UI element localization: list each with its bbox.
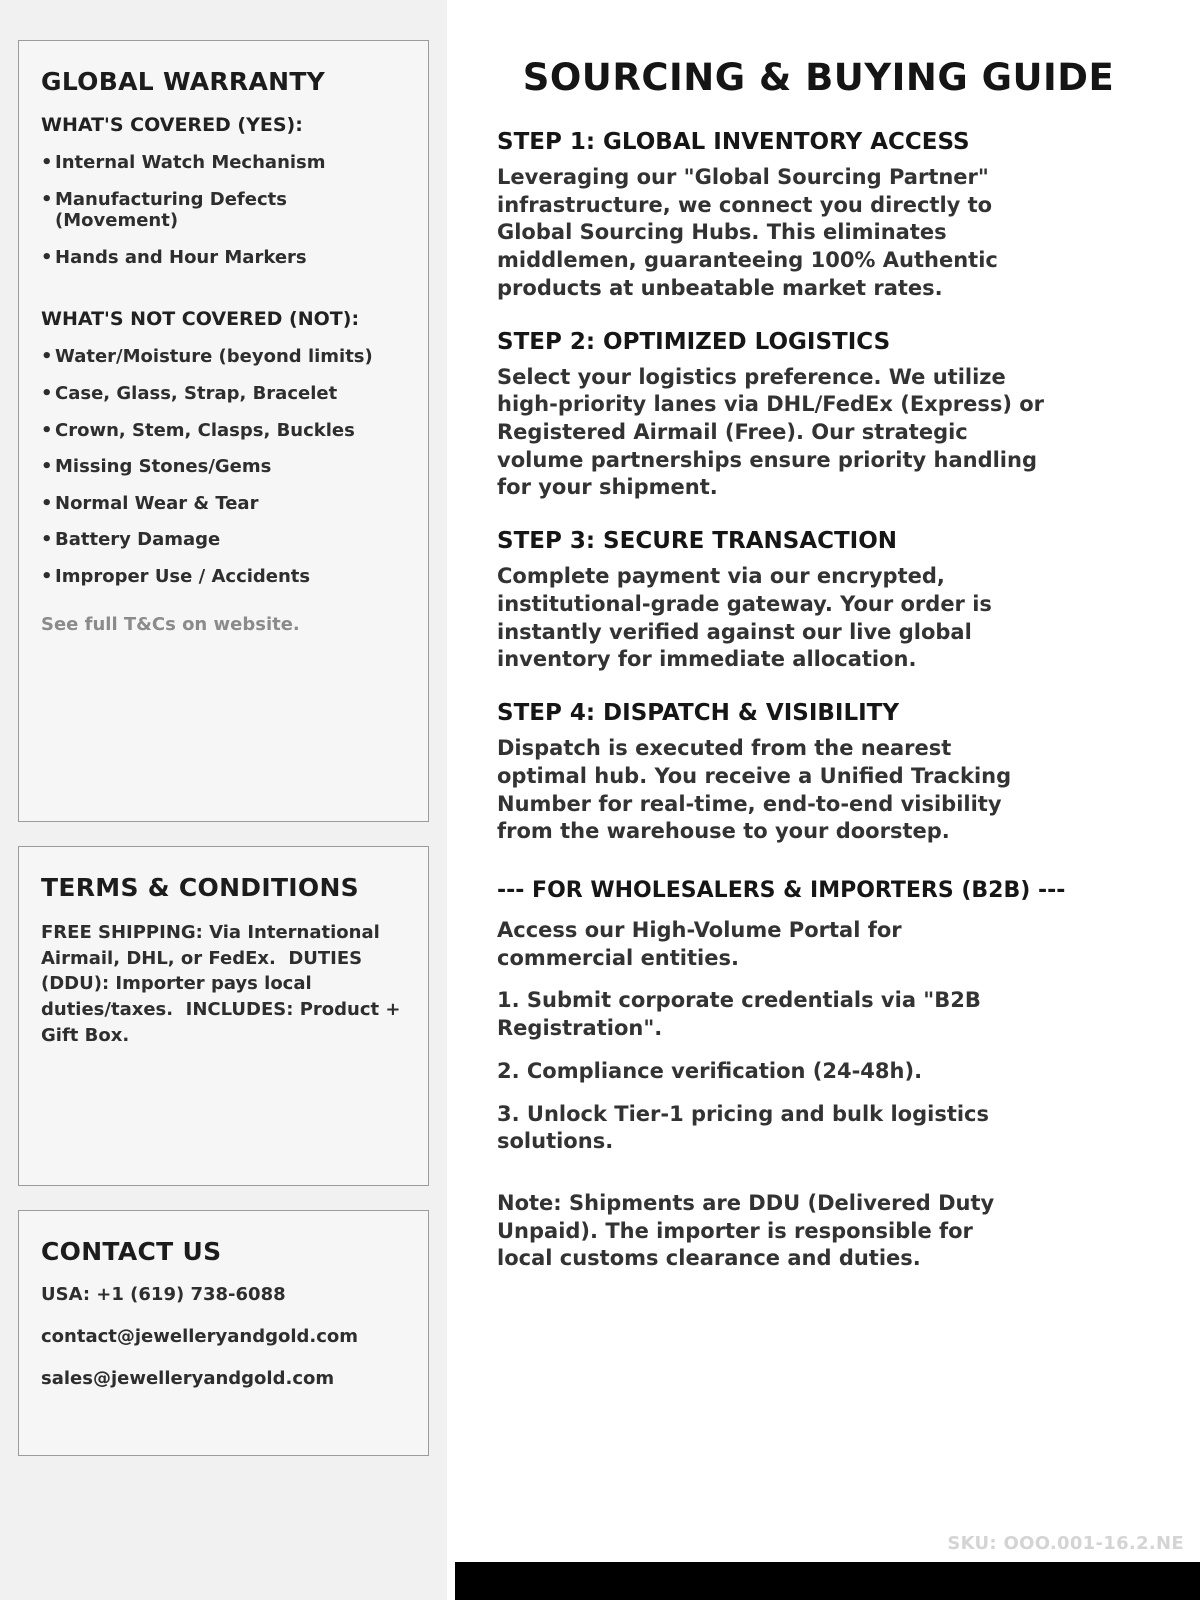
b2b-item: 1. Submit corporate credentials via "B2B Registration". — [497, 988, 981, 1041]
step-1 — [497, 129, 1045, 303]
covered-item: • Manufacturing Defects (Movement) — [41, 189, 406, 232]
guide-main — [447, 0, 1200, 1600]
contact-section — [18, 1210, 429, 1456]
step-1-heading: STEP 1: GLOBAL INVENTORY ACCESS — [497, 129, 970, 155]
sidebar — [0, 0, 447, 1600]
contact-title: CONTACT US — [41, 1237, 222, 1266]
b2b-item: 2. Compliance verification (24-48h). — [497, 1058, 923, 1083]
not-covered-item: • Normal Wear & Tear — [41, 493, 406, 515]
not-covered-item: • Water/Moisture (beyond limits) — [41, 346, 406, 368]
terms-section — [18, 846, 429, 1186]
warranty-section — [18, 40, 429, 822]
b2b-intro: Access our High-Volume Portal for commercial entities. — [497, 917, 902, 970]
step-3-heading: STEP 3: SECURE TRANSACTION — [497, 528, 898, 555]
step-3-body: Complete payment via our encrypted, institutional-grade gateway. Your order is instantly verified against our live global inventory for immediate allocation. — [497, 564, 992, 672]
terms-title: TERMS & CONDITIONS — [41, 873, 359, 902]
covered-item: • Hands and Hour Markers — [41, 247, 406, 269]
covered-title: WHAT'S COVERED (YES): — [41, 114, 303, 136]
contact-phone: USA: +1 (619) 738-6088 — [41, 1284, 286, 1305]
not-covered-item: • Improper Use / Accidents — [41, 566, 406, 588]
warranty-footnote: See full T&Cs on website. — [41, 613, 300, 635]
step-3 — [497, 528, 1045, 674]
step-2-body: Select your logistics preference. We utilize high-priority lanes via DHL/FedEx (Express) or Registered Airmail (Free). Our strategic volume partnerships ensure priority handling for your shipment. — [497, 364, 1045, 500]
step-2-heading: STEP 2: OPTIMIZED LOGISTICS — [497, 328, 891, 355]
step-4-body: Dispatch is executed from the nearest optimal hub. You receive a Unified Tracking Number for real-time, end-to-end visibility from the warehouse to your doorstep. — [497, 736, 1012, 844]
step-1-body: Leveraging our "Global Sourcing Partner" infrastructure, we connect you directly to Global Sourcing Hubs. This eliminates middlemen, guaranteeing 100% Authentic products at unbeatable market rates. — [497, 165, 998, 300]
not-covered-title: WHAT'S NOT COVERED (NOT): — [41, 308, 360, 331]
not-covered-item: • Battery Damage — [41, 529, 406, 551]
b2b-section — [497, 878, 1077, 1273]
contact-email-sales: sales@jewelleryandgold.com — [41, 1368, 335, 1389]
b2b-heading: --- FOR WHOLESALERS & IMPORTERS (B2B) --- — [497, 877, 1066, 903]
step-2 — [497, 329, 1045, 503]
warranty-title: GLOBAL WARRANTY — [41, 67, 326, 96]
not-covered-item: • Crown, Stem, Clasps, Buckles — [41, 420, 406, 442]
b2b-item: 3. Unlock Tier-1 pricing and bulk logistics solutions. — [497, 1101, 990, 1154]
contact-email-primary: contact@jewelleryandgold.com — [41, 1326, 359, 1347]
b2b-note: Note: Shipments are DDU (Delivered Duty Unpaid). The importer is responsible for local customs clearance and duties. — [497, 1190, 995, 1271]
not-covered-item: • Missing Stones/Gems — [41, 456, 406, 478]
not-covered-item: • Case, Glass, Strap, Bracelet — [41, 383, 406, 405]
terms-body: FREE SHIPPING: Via International Airmail, DHL, or FedEx. DUTIES (DDU): Importer pays local duties/taxes. INCLUDES: Product + Gift Box. — [41, 922, 407, 1046]
bottom-bar — [455, 1562, 1200, 1600]
sku-label: SKU: OOO.001-16.2.NE — [947, 1533, 1184, 1554]
guide-title: SOURCING & BUYING GUIDE — [522, 56, 1115, 99]
step-4 — [497, 700, 1045, 846]
covered-item: • Internal Watch Mechanism — [41, 152, 406, 174]
step-4-heading: STEP 4: DISPATCH & VISIBILITY — [497, 700, 900, 727]
